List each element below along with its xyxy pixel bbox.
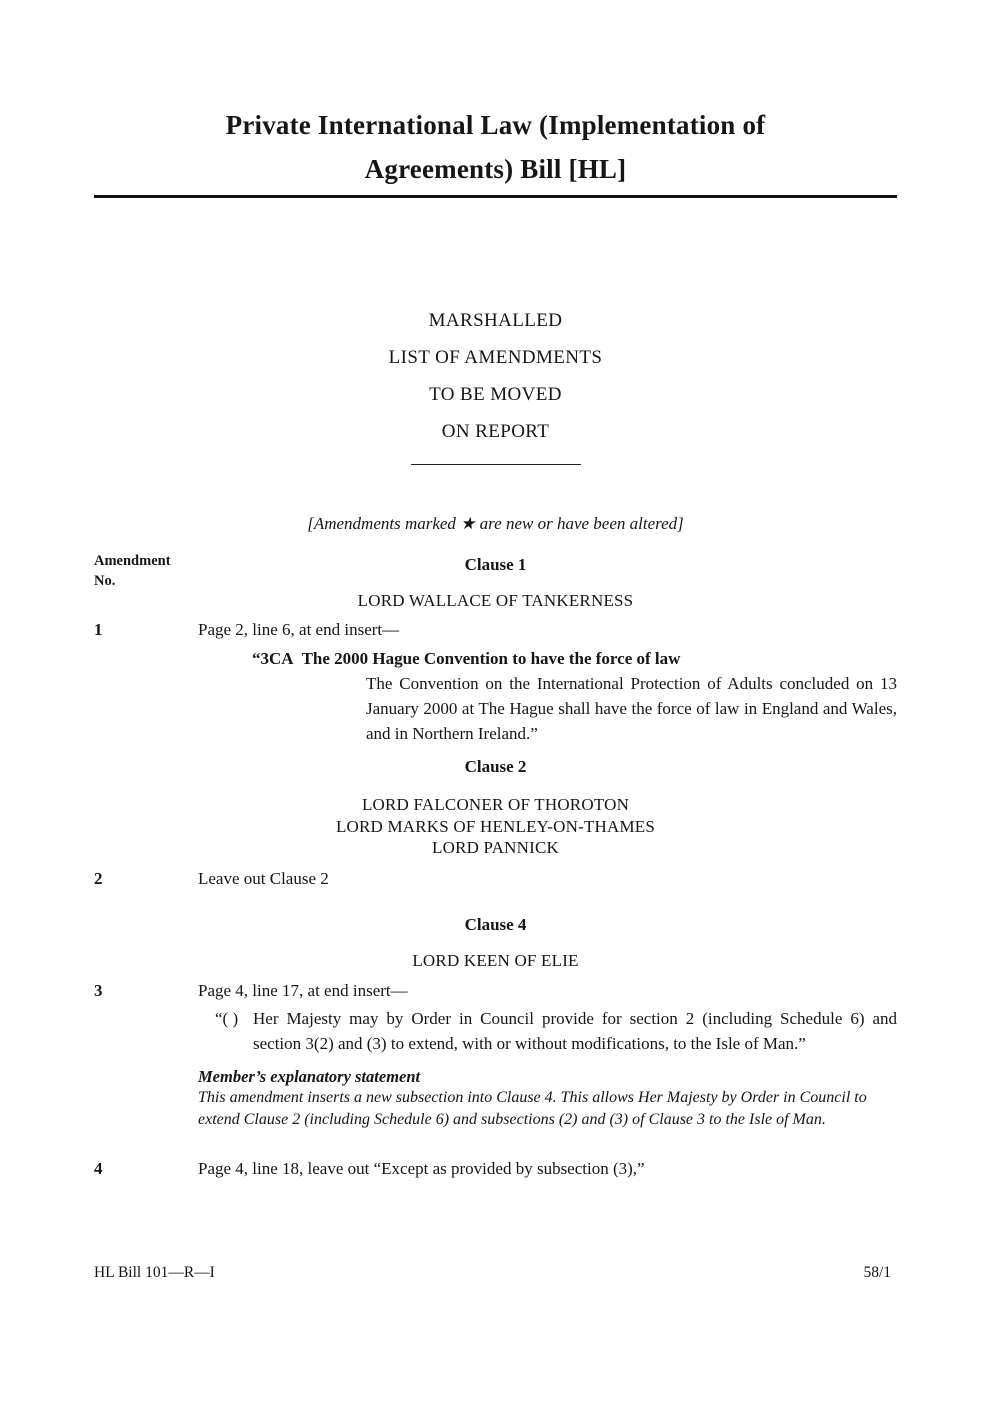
amendment-3-number: 3 xyxy=(94,980,103,1000)
clause-1-sponsor: LORD WALLACE OF TANKERNESS xyxy=(357,591,634,610)
amendment-1-number: 1 xyxy=(94,620,103,639)
explanatory-statement-heading: Member’s explanatory statement xyxy=(198,1066,421,1086)
front-matter-list-of-amendments: LIST OF AMENDMENTS xyxy=(388,347,603,368)
title-double-rule xyxy=(94,195,897,198)
amendment-2-instruction: Leave out Clause 2 xyxy=(198,868,329,888)
front-matter-marshalled: MARSHALLED xyxy=(428,310,563,331)
star-note: [Amendments marked ★ are new or have been altered] xyxy=(307,514,684,533)
clause-2-section xyxy=(0,754,991,891)
clause-1-heading: Clause 1 xyxy=(464,555,527,574)
inserted-subsection-marker: “( ) xyxy=(215,1008,239,1028)
amendment-4-content xyxy=(198,1156,897,1181)
front-matter-to-be-moved: TO BE MOVED xyxy=(429,384,562,405)
session-number: 58/1 xyxy=(863,1264,891,1281)
clause-2-heading: Clause 2 xyxy=(464,757,527,776)
amendment-1-instruction: Page 2, line 6, at end insert— xyxy=(198,620,400,639)
front-matter xyxy=(0,302,991,536)
amendment-1-inserted-clause-heading xyxy=(252,646,897,671)
amendment-3-content xyxy=(198,978,897,1131)
clause-2-sponsor-3: LORD PANNICK xyxy=(432,838,559,857)
amendment-3-instruction: Page 4, line 17, at end insert— xyxy=(198,980,408,1000)
inserted-subsection-body: Her Majesty may by Order in Council provide for section 2 (including Schedule 6) and section 3(2) and (3) to extend, with or without modifications, to the Isle of Man.” xyxy=(253,1008,897,1053)
amendment-1-inserted-clause-body: The Convention on the International Protection of Adults concluded on 13 January 2000 at The Hague shall have the force of law in England and Wales, and in Northern Ireland.” xyxy=(366,674,897,743)
amendment-row-3 xyxy=(94,978,897,1131)
title-block xyxy=(0,0,991,198)
inserted-clause-title: The 2000 Hague Convention to have the force of law xyxy=(301,649,681,668)
page-footer xyxy=(94,1262,891,1284)
bill-reference: HL Bill 101—R—I xyxy=(94,1264,215,1281)
clause-2-sponsor-1: LORD FALCONER OF THOROTON xyxy=(361,795,630,814)
amendment-4-number: 4 xyxy=(94,1158,103,1178)
amendment-no-label-line1: Amendment xyxy=(94,553,171,569)
bill-title-line1: Private International Law (Implementation of xyxy=(225,110,766,140)
amendment-no-label-line2: No. xyxy=(94,573,116,589)
bill-title-line2: Agreements) Bill [HL] xyxy=(364,154,627,184)
clause-2-sponsor-2: LORD MARKS OF HENLEY-ON-THAMES xyxy=(335,816,656,836)
amendment-1-content xyxy=(198,617,897,746)
amendment-row-4 xyxy=(94,1156,897,1181)
amendment-row-2 xyxy=(94,866,897,891)
amendment-row-1 xyxy=(94,617,897,746)
bill-title xyxy=(0,103,991,191)
section-divider-rule xyxy=(411,464,581,465)
amendment-no-column-header xyxy=(94,551,171,591)
amendment-4-instruction: Page 4, line 18, leave out “Except as provided by subsection (3),” xyxy=(198,1158,645,1178)
front-matter-on-report: ON REPORT xyxy=(441,421,550,442)
clause-4-heading: Clause 4 xyxy=(464,914,527,934)
inserted-clause-marker: “3CA xyxy=(252,649,294,668)
amendment-2-content xyxy=(198,866,897,891)
clause-4-section xyxy=(0,912,991,1181)
clause-2-sponsors xyxy=(0,794,991,859)
explanatory-statement-body: This amendment inserts a new subsection into Clause 4. This allows Her Majesty by Order in Council to extend Clause 2 (including Schedule 6) and subsections (2) and (3) of Clause 3 to the Isle of Man. xyxy=(198,1088,867,1128)
amendment-2-number: 2 xyxy=(94,868,103,888)
clause-4-sponsor: LORD KEEN OF ELIE xyxy=(412,950,579,970)
amendment-3-inserted-subsection xyxy=(215,1006,897,1056)
